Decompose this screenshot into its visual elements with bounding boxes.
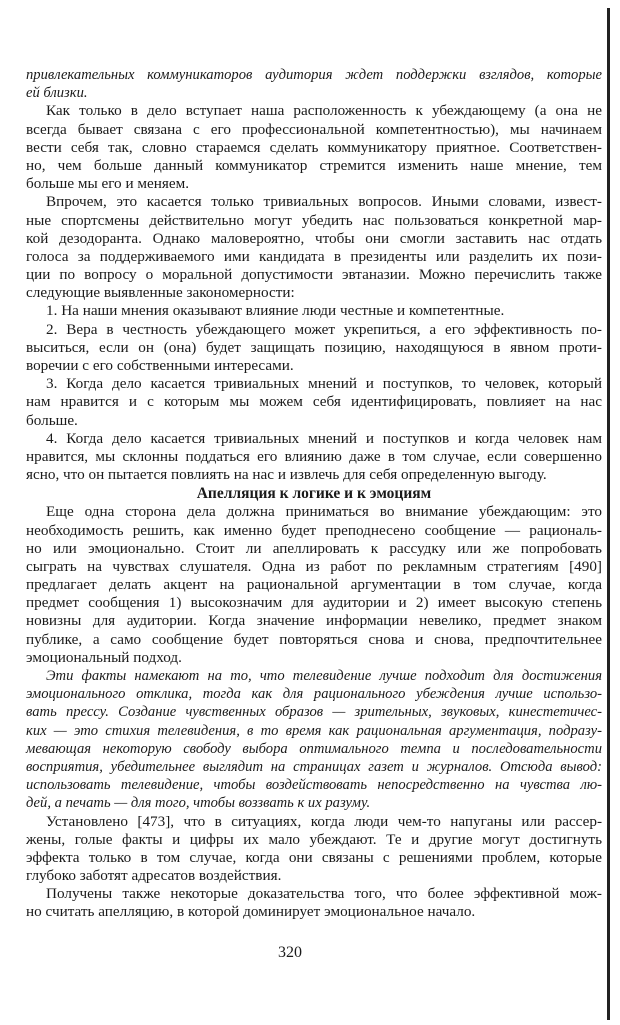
page-edge-rule: [607, 8, 610, 1020]
paragraph: [26, 667, 602, 813]
text-line: ные спортсмены действительно могут убедить нас пользоваться конкретной мар-: [26, 211, 602, 229]
text-line: глубоко заботят адресатов воздействия.: [26, 867, 282, 885]
text-line: предлагает делать акцент на рациональной аргументации в том случае, когда: [26, 576, 602, 594]
page-body: [26, 66, 602, 922]
paragraph: [26, 503, 602, 667]
text-line: ей близки.: [26, 85, 88, 102]
text-line: больше мы его и меняем.: [26, 175, 189, 193]
text-line: нам нравится и с которым мы можем себя идентифицировать, повлияет на нас: [26, 393, 602, 411]
text-line: эмоциональный подход.: [26, 648, 182, 666]
text-line: эффекта только в том случае, когда они связаны с решениями проблем, которые: [26, 848, 602, 866]
text-line: предмет сообщения 1) высокозначим для аудитории и 2) имеет высокую степень: [26, 594, 602, 612]
text-line: дей, а печать — для того, чтобы воззвать к их разуму.: [26, 795, 371, 812]
paragraph: [26, 321, 602, 376]
text-line: жены, голые факты и цифры их мало убеждают. Те и другие могут достигнуть: [26, 830, 602, 848]
text-line: сыграть на чувствах слушателя. Одна из работ по рекламным стратегиям [490]: [26, 557, 602, 575]
text-line: вести себя так, словно стараемся сделать коммуникатору приятное. Соответствен-: [26, 138, 602, 156]
paragraph: [26, 813, 602, 886]
text-line: но, чем больше данный коммуникатор стремится изменить наше мнение, тем: [26, 156, 602, 174]
page-number: 320: [278, 944, 302, 961]
text-line: голоса за поддерживаемого ими кандидата в президенты или разделить их пози-: [26, 247, 602, 265]
text-line: но или эмоционально. Стоит ли апеллировать к рассудку или же попробовать: [26, 539, 602, 557]
text-line: 4. Когда дело касается тривиальных мнений и поступков и когда человек нам: [46, 429, 602, 447]
text-line: мевающая некоторую свободу выбора оптимального темпа и последовательности: [26, 740, 602, 757]
text-line: Как только в дело вступает наша расположенность к убеждающему (а она не: [46, 102, 602, 120]
text-line: нравится, мы склонны поддаться его влиянию даже в том случае, если совершенно: [26, 447, 602, 465]
text-line: ясно, что он пытается повлиять на нас и извлечь для себя определенную выгоду.: [26, 466, 547, 484]
text-line: Еще одна сторона дела должна приниматься во внимание убеждающим: это: [46, 503, 602, 521]
text-line: воречии с его собственными интересами.: [26, 357, 294, 374]
text-line: ких — это стихия телевидения, в то время как рациональная аргументация, подразу-: [26, 722, 602, 739]
text-line: вать прессу. Создание чувственных образов — зрительных, звуковых, кинестетичес-: [26, 704, 602, 721]
text-line: новизны для аудитории. Когда значение информации невелико, предмет знаком: [26, 612, 602, 630]
paragraph: [26, 193, 602, 302]
paragraph: [26, 66, 602, 102]
text-line: кой дезодоранта. Однако маловероятно, чтобы они смогли заставить нас отдать: [26, 229, 602, 247]
text-line: необходимость решить, как именно будет преподнесено сообщение — рациональ-: [26, 521, 602, 539]
text-line: публике, а само сообщение будет повторяться снова и снова, предпочтительнее: [26, 630, 602, 648]
text-line: всегда бывает связана с его профессиональной компетентностью), мы начинаем: [26, 120, 602, 138]
text-line: 1. На наши мнения оказывают влияние люди честные и компетентные.: [46, 302, 505, 320]
text-line: но считать апелляцию, в которой доминирует эмоциональное начало.: [26, 903, 476, 921]
text-line: эмоционального отклика, тогда как для рационального убеждения лучше использо-: [26, 686, 602, 703]
text-line: 2. Вера в честность убеждающего может укрепиться, а его эффективность по-: [46, 320, 602, 338]
paragraph: [26, 302, 602, 320]
paragraph: [26, 102, 602, 193]
text-line: использовать телевидение, чтобы воздействовать непосредственно на чувства лю-: [26, 777, 602, 794]
section-heading: Апелляция к логике и к эмоциям: [196, 485, 432, 503]
text-line: выситься, если он (она) будет защищать позицию, находящуюся в явном проти-: [26, 338, 602, 356]
text-line: Эти факты намекают на то, что телевидение лучше подходит для достижения: [46, 668, 602, 684]
text-line: больше.: [26, 411, 78, 429]
paragraph: [26, 885, 602, 921]
text-line: Получены также некоторые доказательства того, что более эффективной мож-: [46, 885, 602, 903]
text-line: привлекательных коммуникаторов аудитория ждет поддержки взглядов, которые: [26, 67, 602, 83]
text-line: восприятия, убедительнее выглядит на страницах газет и журналов. Отсюда вывод:: [26, 758, 602, 775]
text-line: ции по вопросу о моральной допустимости эвтаназии. Можно перечислить также: [26, 266, 602, 284]
text-line: следующие выявленные закономерности:: [26, 284, 295, 302]
text-line: Впрочем, это касается только тривиальных вопросов. Иными словами, извест-: [46, 193, 602, 211]
text-line: 3. Когда дело касается тривиальных мнений и поступков, то человек, который: [46, 375, 602, 393]
text-line: Установлено [473], что в ситуациях, когда люди чем-то напуганы или рассер-: [46, 812, 602, 830]
paragraph: [26, 375, 602, 430]
